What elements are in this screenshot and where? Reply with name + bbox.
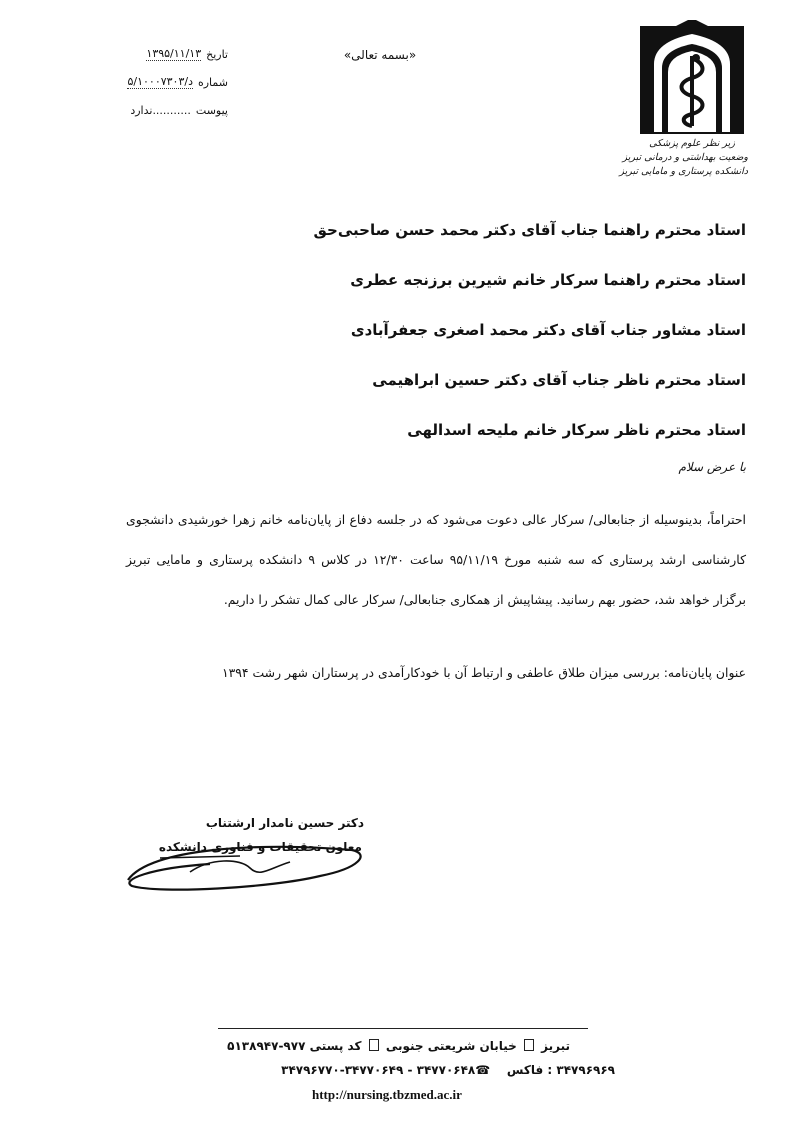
postal-label: کد پستی: [309, 1039, 362, 1053]
footer-address: [227, 1039, 570, 1053]
greeting: با عرض سلام: [678, 460, 746, 474]
fax-value: ۳۴۷۹۶۹۶۹: [556, 1063, 615, 1077]
signatory-title: معاون تحقیقات و فناوری دانشکده: [158, 840, 362, 854]
recipient-line: استاد محترم ناظر سرکار خانم ملیحه اسدالهی: [407, 421, 746, 439]
recipient-line: استاد محترم راهنما جناب آقای دکتر محمد حسن صاحبی‌حق: [313, 221, 746, 239]
postal-code: ۹۷۷-۵۱۳۸۹۴۷: [227, 1039, 306, 1053]
letter-meta: [78, 40, 228, 124]
phone-numbers: ☎۳۴۷۷۰۶۴۸ - ۳۴۷۷۰۶۴۹-۳۴۷۹۶۷۷۰: [281, 1063, 491, 1077]
recipient-line: استاد مشاور جناب آقای دکتر محمد اصغری جعفرآبادی: [350, 321, 746, 339]
date-label: تاریخ: [206, 47, 228, 61]
number-value: ۵/د/۱۰۰۰۷۳۰۳: [127, 75, 193, 88]
logo-caption-1: زیر نظر علوم پزشکی: [649, 138, 735, 149]
bismillah-heading: «بسمه تعالی»: [343, 48, 417, 62]
footer-divider: [218, 1028, 588, 1029]
fax-label: فاکس: [506, 1063, 544, 1077]
separator-box-icon: [369, 1039, 379, 1051]
date-value: ۱۳۹۵/۱۱/۱۳: [146, 47, 202, 60]
address-city: تبریز: [541, 1039, 570, 1053]
separator-box-icon: [524, 1039, 534, 1051]
recipients-list: [46, 215, 746, 465]
thesis-title: بررسی میزان طلاق عاطفی و ارتباط آن با خودکارآمدی در پرستاران شهر رشت ۱۳۹۴: [221, 665, 660, 680]
thesis-title-line: [222, 665, 746, 680]
signatory-name: دکتر حسین نامدار ارشتناب: [205, 816, 364, 830]
logo-caption-3: دانشکده پرستاری و مامایی تبریز: [619, 166, 748, 177]
university-emblem-icon: [636, 20, 748, 138]
attachment-value: ندارد...........: [130, 103, 191, 117]
number-label: شماره: [197, 75, 228, 89]
date-row: [78, 40, 228, 68]
university-logo: [619, 20, 748, 185]
fax-colon: :: [547, 1063, 553, 1077]
address-street: خیابان شریعتی جنوبی: [385, 1039, 517, 1053]
website-url[interactable]: http://nursing.tbzmed.ac.ir: [312, 1087, 462, 1102]
body-paragraph: احتراماً، بدینوسیله از جنابعالی/ سرکار عالی دعوت می‌شود که در جلسه دفاع از پایان‌نامه خانم زهرا خورشیدی دانشجوی کارشناسی ارشد پرستاری که سه شنبه مورخ ۹۵/۱۱/۱۹ ساعت ۱۲/۳۰ در کلاس ۹ دانشکده پرستاری و مامایی تبریز برگزار خواهد شد، حضور بهم رسانید. پیشاپیش از همکاری جنابعالی/ سرکار عالی کمال تشکر را داریم.: [126, 512, 746, 607]
attachment-label: پیوست: [195, 103, 228, 117]
recipient-line: استاد محترم راهنما سرکار خانم شیرین برزنجه عطری: [350, 271, 746, 289]
attachment-row: [78, 96, 228, 124]
logo-caption-2: وضعیت بهداشتی و درمانی تبریز: [622, 152, 748, 163]
recipient-line: استاد محترم ناظر جناب آقای دکتر حسین ابراهیمی: [372, 371, 746, 389]
handwritten-signature-icon: [120, 828, 370, 898]
footer-phones: [281, 1063, 615, 1077]
signature-block: [120, 808, 390, 898]
thesis-label: عنوان پایان‌نامه:: [663, 665, 746, 680]
number-row: [78, 68, 228, 96]
